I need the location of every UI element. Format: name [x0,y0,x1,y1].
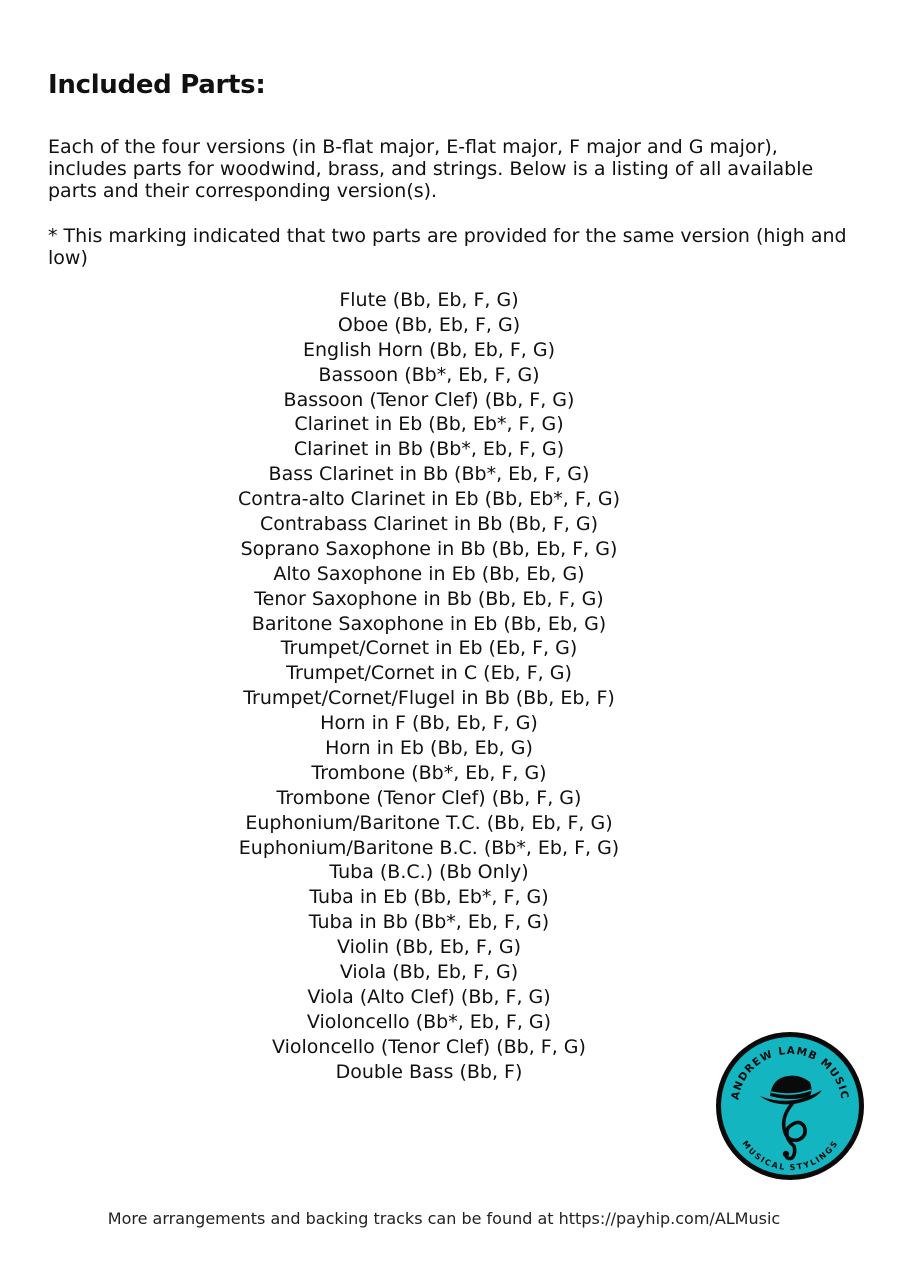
part-item: Tuba in Bb (Bb*, Eb, F, G) [308,911,550,934]
parts-list [100,288,758,1085]
part-item: Bass Clarinet in Bb (Bb*, Eb, F, G) [268,463,590,486]
part-item: Violoncello (Bb*, Eb, F, G) [306,1010,552,1033]
part-item: Viola (Bb, Eb, F, G) [339,961,519,984]
part-item: Oboe (Bb, Eb, F, G) [337,313,521,336]
part-item: Clarinet in Bb (Bb*, Eb, F, G) [293,438,565,461]
part-item: Alto Saxophone in Eb (Bb, Eb, G) [273,562,585,585]
part-item: Contra-alto Clarinet in Eb (Bb, Eb*, F, G) [237,488,621,511]
part-item: Viola (Alto Clef) (Bb, F, G) [307,985,551,1008]
logo-top-text: ANDREW LAMB MUSIC [729,1044,851,1101]
part-item: Contrabass Clarinet in Bb (Bb, F, G) [259,513,599,536]
part-item: Flute (Bb, Eb, F, G) [339,289,519,311]
part-item: Bassoon (Bb*, Eb, F, G) [318,363,540,386]
part-item: Violin (Bb, Eb, F, G) [337,936,521,959]
logo-bottom-text: MUSICAL STYLINGS [740,1138,840,1172]
part-item: Horn in F (Bb, Eb, F, G) [320,712,538,735]
brand-logo [714,1030,866,1182]
part-item: Euphonium/Baritone T.C. (Bb, Eb, F, G) [245,811,613,834]
page-title: Included Parts: [48,70,266,100]
part-item: Trombone (Tenor Clef) (Bb, F, G) [276,786,582,809]
logo-badge [714,1030,866,1182]
part-item: Euphonium/Baritone B.C. (Bb*, Eb, F, G) [238,836,620,859]
part-item: Trombone (Bb*, Eb, F, G) [311,761,547,784]
part-item: Tuba (B.C.) (Bb Only) [329,861,529,884]
part-item: Soprano Saxophone in Bb (Bb, Eb, F, G) [240,537,618,560]
part-item: Violoncello (Tenor Clef) (Bb, F, G) [272,1035,586,1058]
intro-paragraph: Each of the four versions (in B-flat major, E-flat major, F major and G major), includes parts for woodwind, brass, and strings. Below is a listing of all available parts and their corresponding version(s). [48,136,814,202]
part-item: Trumpet/Cornet in Eb (Eb, F, G) [280,637,578,660]
part-item: Tenor Saxophone in Bb (Bb, Eb, F, G) [254,587,604,610]
asterisk-note: * This marking indicated that two parts are provided for the same version (high and low) [48,225,847,269]
part-item: Trumpet/Cornet in C (Eb, F, G) [286,662,572,685]
part-item: Horn in Eb (Bb, Eb, G) [325,737,533,760]
part-item: Double Bass (Bb, F) [335,1060,523,1083]
part-item: Trumpet/Cornet/Flugel in Bb (Bb, Eb, F) [243,687,615,710]
part-item: Bassoon (Tenor Clef) (Bb, F, G) [283,388,575,411]
part-item: English Horn (Bb, Eb, F, G) [303,338,555,361]
part-item: Clarinet in Eb (Bb, Eb*, F, G) [294,413,564,436]
part-item: Baritone Saxophone in Eb (Bb, Eb, G) [251,612,607,635]
part-item: Tuba in Eb (Bb, Eb*, F, G) [309,886,549,909]
footer-link-text: More arrangements and backing tracks can be found at https://payhip.com/ALMusic [107,1209,781,1228]
